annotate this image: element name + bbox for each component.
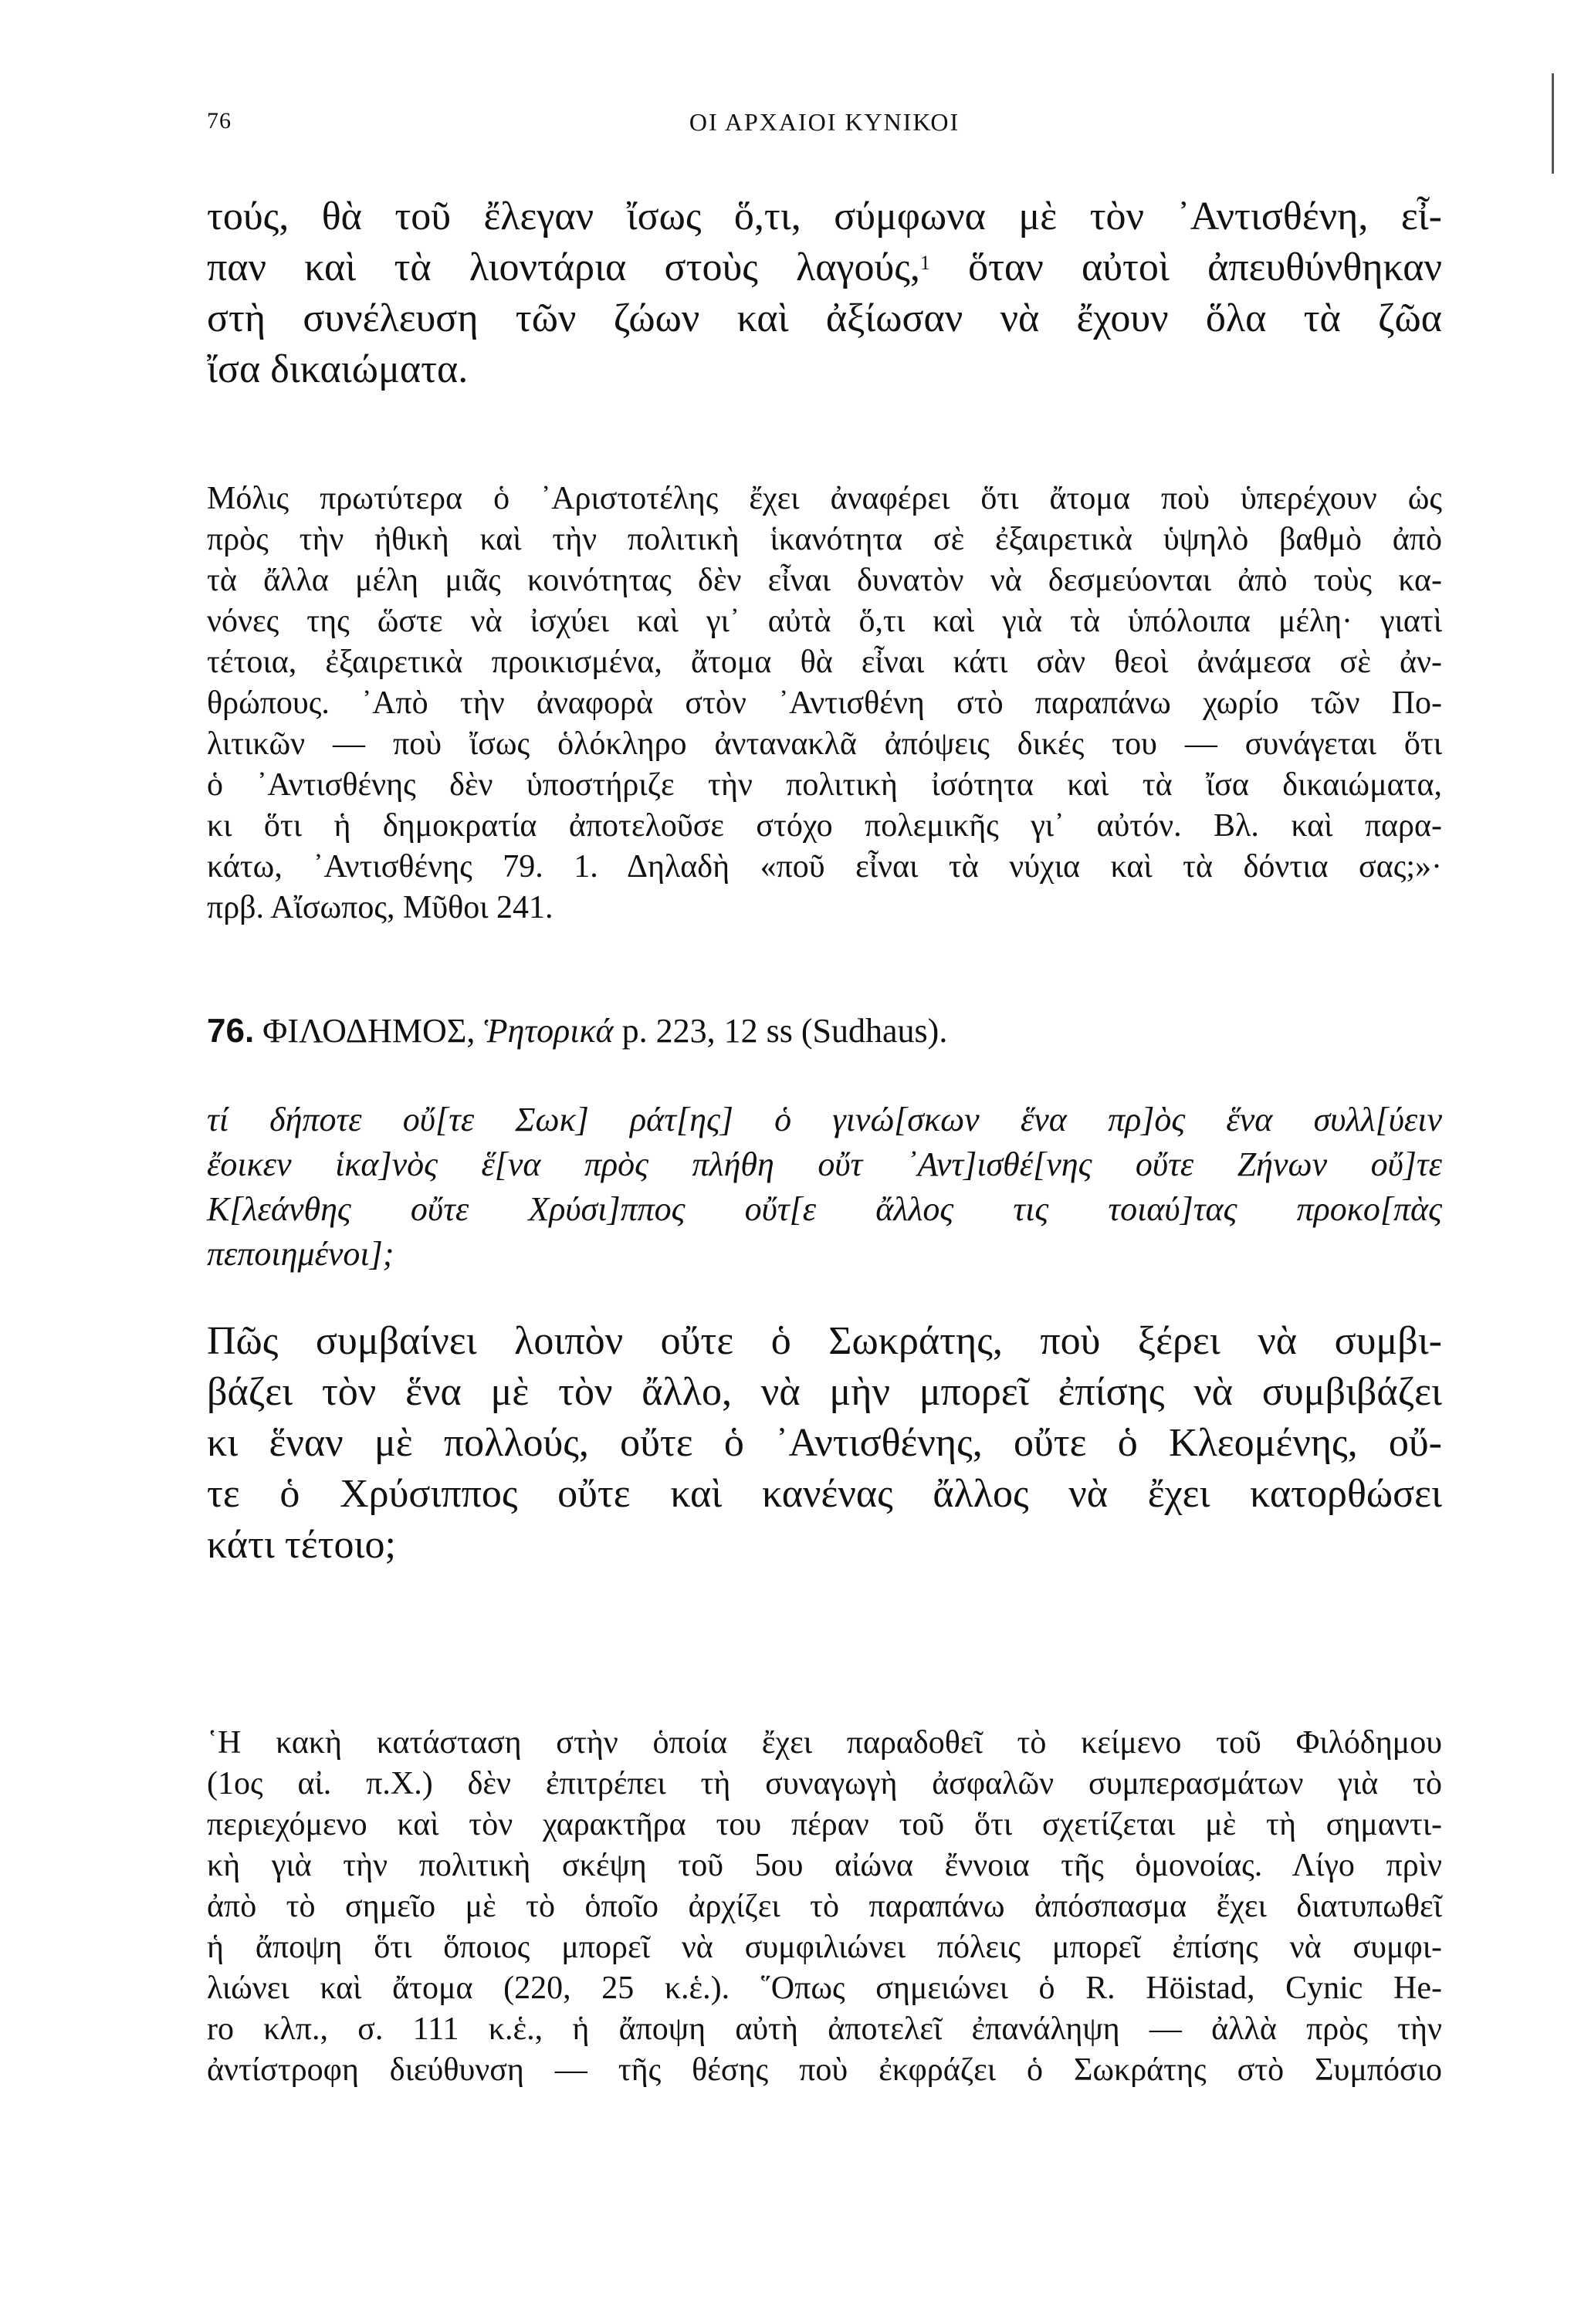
text-line: τὰ ἄλλα μέλη μιᾶς κοινότητας δὲν εἶναι δυνατὸν νὰ δεσμεύονται ἀπὸ τοὺς κα- <box>207 563 1442 598</box>
text-line: τε ὁ Χρύσιππος οὔτε καὶ κανένας ἄλλος νὰ ἔχει κατορθώσει <box>207 1472 1442 1516</box>
text-line: Μόλις πρωτύτερα ὁ ᾿Αριστοτέλης ἔχει ἀναφέρει ὅτι ἄτομα ποὺ ὑπερέχουν ὡς <box>207 481 1442 516</box>
commentary-paragraph <box>207 479 1442 929</box>
text-line: βάζει τὸν ἕνα μὲ τὸν ἄλλο, νὰ μὴν μπορεῖ ἐπίσης νὰ συμβιβάζει <box>207 1370 1442 1414</box>
text-line: ἔοικεν ἱκα]νὸς ἕ[να πρὸς πλήθη οὔτ ᾿Αντ]ισθέ[νης οὔτε Ζήνων οὔ]τε <box>207 1145 1442 1183</box>
translation-paragraph <box>207 1316 1442 1571</box>
text-line: περιεχόμενο καὶ τὸν χαρακτῆρα του πέραν τοῦ ὅτι σχετίζεται μὲ τὴ σημαντι- <box>207 1807 1442 1842</box>
text-line: Πῶς συμβαίνει λοιπὸν οὔτε ὁ Σωκράτης, ποὺ ξέρει νὰ συμβι- <box>207 1319 1442 1363</box>
section-reference: p. 223, 12 ss (Sudhaus). <box>621 1012 948 1050</box>
text-fragment: ὅταν αὐτοὶ ἀπευθύνθηκαν <box>929 245 1442 289</box>
text-line: κάτι τέτοιο; <box>207 1523 396 1567</box>
text-line: νόνες της ὥστε νὰ ἰσχύει καὶ γι᾿ αὐτὰ ὅ,τι καὶ γιὰ τὰ ὑπόλοιπα μέλη· γιατὶ <box>207 604 1442 639</box>
text-line: τούς, θὰ τοῦ ἔλεγαν ἴσως ὅ,τι, σύμφωνα μὲ τὸν ᾿Αντισθένη, εἶ- <box>207 195 1442 238</box>
section-work: Ῥητορικά <box>483 1012 614 1050</box>
text-line: πρβ. Αἴσωπος, Μῦθοι 241. <box>207 890 554 925</box>
text-line: κάτω, ᾿Αντισθένης 79. 1. Δηλαδὴ «ποῦ εἶναι τὰ νύχια καὶ τὰ δόντια σας;»· <box>207 849 1442 885</box>
top-paragraph <box>207 191 1442 395</box>
section-number: 76. <box>207 1012 255 1050</box>
greek-source-text <box>207 1098 1442 1277</box>
text-line: τί δήποτε οὔ[τε Σωκ] ράτ[ης] ὁ γινώ[σκων ἕνα πρ]ὸς ἕνα συλλ[ύειν <box>207 1101 1442 1138</box>
text-line: κι ἕναν μὲ πολλούς, οὔτε ὁ ᾿Αντισθένης, οὔτε ὁ Κλεομένης, οὔ- <box>207 1421 1442 1465</box>
page-header <box>207 108 1442 147</box>
text-line: Κ[λεάνθης οὔτε Χρύσι]ππος οὔτ[ε ἄλλος τις τοιαύ]τας προκο[πὰς <box>207 1190 1442 1228</box>
text-line: ἀντίστροφη διεύθυνση — τῆς θέσης ποὺ ἐκφράζει ὁ Σωκράτης στὸ Συμπόσιο <box>207 2052 1442 2088</box>
text-line: πρὸς τὴν ἠθικὴ καὶ τὴν πολιτικὴ ἱκανότητα σὲ ἐξαιρετικὰ ὑψηλὸ βαθμὸ ἀπὸ <box>207 522 1442 557</box>
section-author: ΦΙΛΟΔΗΜΟΣ, <box>262 1012 476 1050</box>
scan-edge-mark <box>1552 73 1554 174</box>
footnote-marker: 1 <box>919 252 930 274</box>
text-line: θρώπους. ᾿Απὸ τὴν ἀναφορὰ στὸν ᾿Αντισθένη στὸ παραπάνω χωρίο τῶν Πο- <box>207 685 1442 721</box>
text-line: ro κλπ., σ. 111 κ.ἑ., ἡ ἄποψη αὐτὴ ἀποτελεῖ ἐπανάληψη — ἀλλὰ πρὸς τὴν <box>207 2011 1442 2047</box>
text-line: κὴ γιὰ τὴν πολιτικὴ σκέψη τοῦ 5ου αἰώνα ἔννοια τῆς ὁμονοίας. Λίγο πρὶν <box>207 1848 1442 1883</box>
text-line: πεποιημένοι]; <box>207 1235 394 1273</box>
text-line: ἡ ἄποψη ὅτι ὅποιος μπορεῖ νὰ συμφιλιώνει πόλεις μπορεῖ ἐπίσης νὰ συμφι- <box>207 1930 1442 1965</box>
text-line: ἴσα δικαιώματα. <box>207 347 469 391</box>
text-line: ῾Η κακὴ κατάσταση στὴν ὁποία ἔχει παραδοθεῖ τὸ κείμενο τοῦ Φιλόδημου <box>207 1725 1442 1761</box>
section-heading <box>207 1010 1442 1053</box>
text-line: ἀπὸ τὸ σημεῖο μὲ τὸ ὁποῖο ἀρχίζει τὸ παραπάνω ἀπόσπασμα ἔχει διατυπωθεῖ <box>207 1889 1442 1924</box>
running-title: ΟΙ ΑΡΧΑΙΟΙ ΚΥΝΙΚΟΙ <box>689 108 960 136</box>
text-line: στὴ συνέλευση τῶν ζώων καὶ ἀξίωσαν νὰ ἔχουν ὅλα τὰ ζῶα <box>207 296 1442 340</box>
page-number: 76 <box>207 108 232 134</box>
bottom-commentary <box>207 1723 1442 2091</box>
text-line: λιώνει καὶ ἄτομα (220, 25 κ.ἑ.). ῞Οπως σημειώνει ὁ R. Höistad, Cynic He- <box>207 1970 1442 2006</box>
text-line: λιτικῶν — ποὺ ἴσως ὁλόκληρο ἀντανακλᾶ ἀπόψεις δικές του — συνάγεται ὅτι <box>207 726 1442 762</box>
text-line <box>207 242 1442 293</box>
text-line: ὁ ᾿Αντισθένης δὲν ὑποστήριζε τὴν πολιτικὴ ἰσότητα καὶ τὰ ἴσα δικαιώματα, <box>207 767 1442 803</box>
text-line: κι ὅτι ἡ δημοκρατία ἀποτελοῦσε στόχο πολεμικῆς γι᾿ αὐτόν. Βλ. καὶ παρα- <box>207 808 1442 844</box>
text-line: τέτοια, ἐξαιρετικὰ προικισμένα, ἄτομα θὰ εἶναι κάτι σὰν θεοὶ ἀνάμεσα σὲ ἀν- <box>207 644 1442 680</box>
text-line: (1ος αἰ. π.Χ.) δὲν ἐπιτρέπει τὴ συναγωγὴ ἀσφαλῶν συμπερασμάτων γιὰ τὸ <box>207 1766 1442 1801</box>
text-fragment: παν καὶ τὰ λιοντάρια στοὺς λαγούς, <box>207 245 920 289</box>
